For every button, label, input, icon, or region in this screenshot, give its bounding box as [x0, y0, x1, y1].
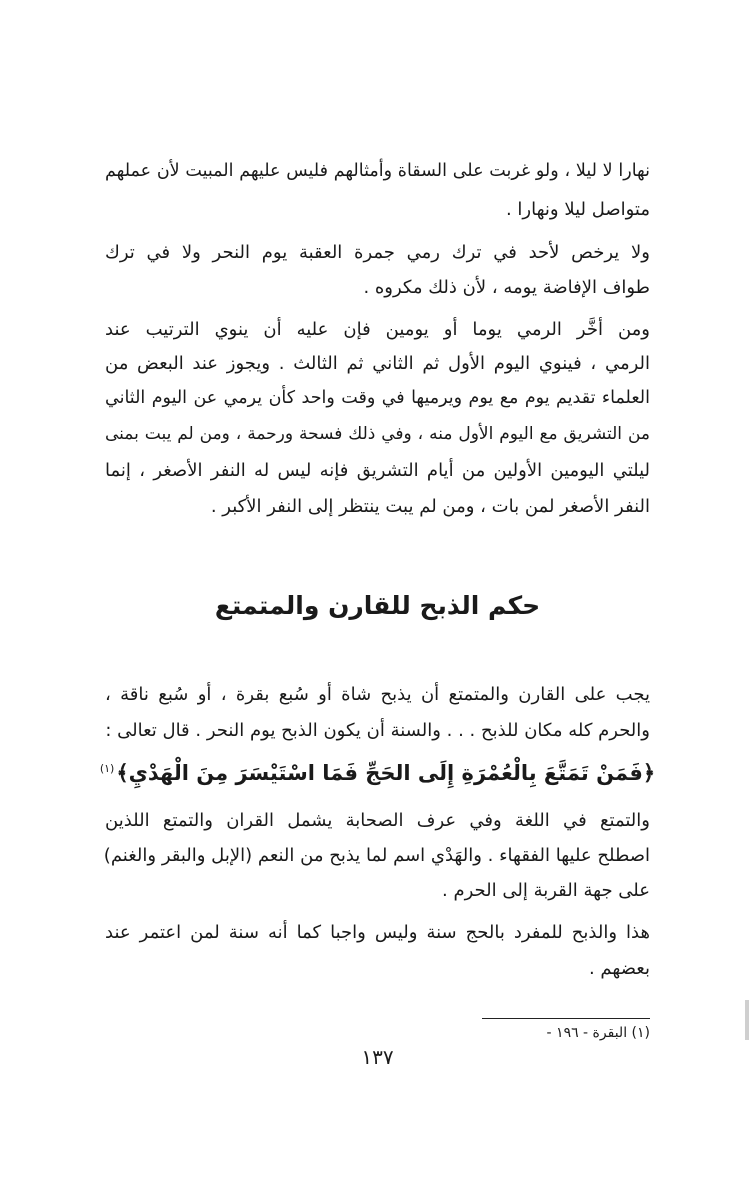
scan-edge-mark [745, 1000, 749, 1040]
body-line: متواصل ليلا ونهارا . [505, 199, 650, 220]
body-line: بعضهم . [588, 958, 650, 979]
verse-text: ﴿فَمَنْ تَمَتَّعَ بِالْعُمْرَةِ إِلَى الحَجِّ فَمَا اسْتَيْسَرَ مِنَ الْهَدْيِ﴾ [116, 761, 656, 785]
body-line: ولا يرخص لأحد في ترك رمي جمرة العقبة يوم النحر ولا في ترك [105, 242, 650, 263]
body-line: من التشريق مع اليوم الأول منه ، وفي ذلك فسحة ورحمة ، ومن لم يبت بمنى [105, 424, 650, 444]
body-line: اصطلح عليها الفقهاء . والهَدْي اسم لما يذبح من النعم (الإبل والبقر والغنم) [103, 845, 650, 866]
body-line: العلماء تقديم يوم مع يوم ويرميها في وقت واحد كأن يرمي عن اليوم الثاني [105, 388, 650, 408]
body-line: والحرم كله مكان للذبح . . . والسنة أن يكون الذبح يوم النحر . قال تعالى : [105, 720, 650, 741]
body-line: النفر الأصغر لمن بات ، ومن لم يبت ينتظر إلى النفر الأكبر . [210, 496, 650, 517]
footnote-separator [482, 1018, 650, 1019]
footnote-marker: (١) [99, 762, 115, 775]
page-number: ١٣٧ [361, 1045, 394, 1069]
body-line: ليلتي اليومين الأولين من أيام التشريق فإنه ليس له النفر الأصغر ، إنما [105, 460, 650, 481]
body-line: والتمتع في اللغة وفي عرف الصحابة يشمل القران والتمتع اللذين [105, 810, 650, 831]
body-line: طواف الإفاضة يومه ، لأن ذلك مكروه . [363, 277, 650, 298]
body-line: ومن أخَّر الرمي يوما أو يومين فإن عليه أن ينوي الترتيب عند [105, 319, 650, 340]
body-line: على جهة القربة إلى الحرم . [442, 880, 650, 901]
section-heading: حكم الذبح للقارن والمتمتع [214, 591, 541, 620]
body-line: نهارا لا ليلا ، ولو غربت على السقاة وأمثالهم فليس عليهم المبيت لأن عملهم [105, 161, 650, 181]
body-line: يجب على القارن والمتمتع أن يذبح شاة أو سُبع بقرة ، أو سُبع ناقة ، [105, 684, 650, 705]
quran-verse [0, 754, 755, 788]
body-line: الرمي ، فينوي اليوم الأول ثم الثاني ثم الثالث . ويجوز عند البعض من [105, 353, 650, 374]
footnote: (١) البقرة - ١٩٦ - [546, 1025, 650, 1041]
body-line: هذا والذبح للمفرد بالحج سنة وليس واجبا كما أنه سنة لمن اعتمر عند [105, 922, 650, 943]
